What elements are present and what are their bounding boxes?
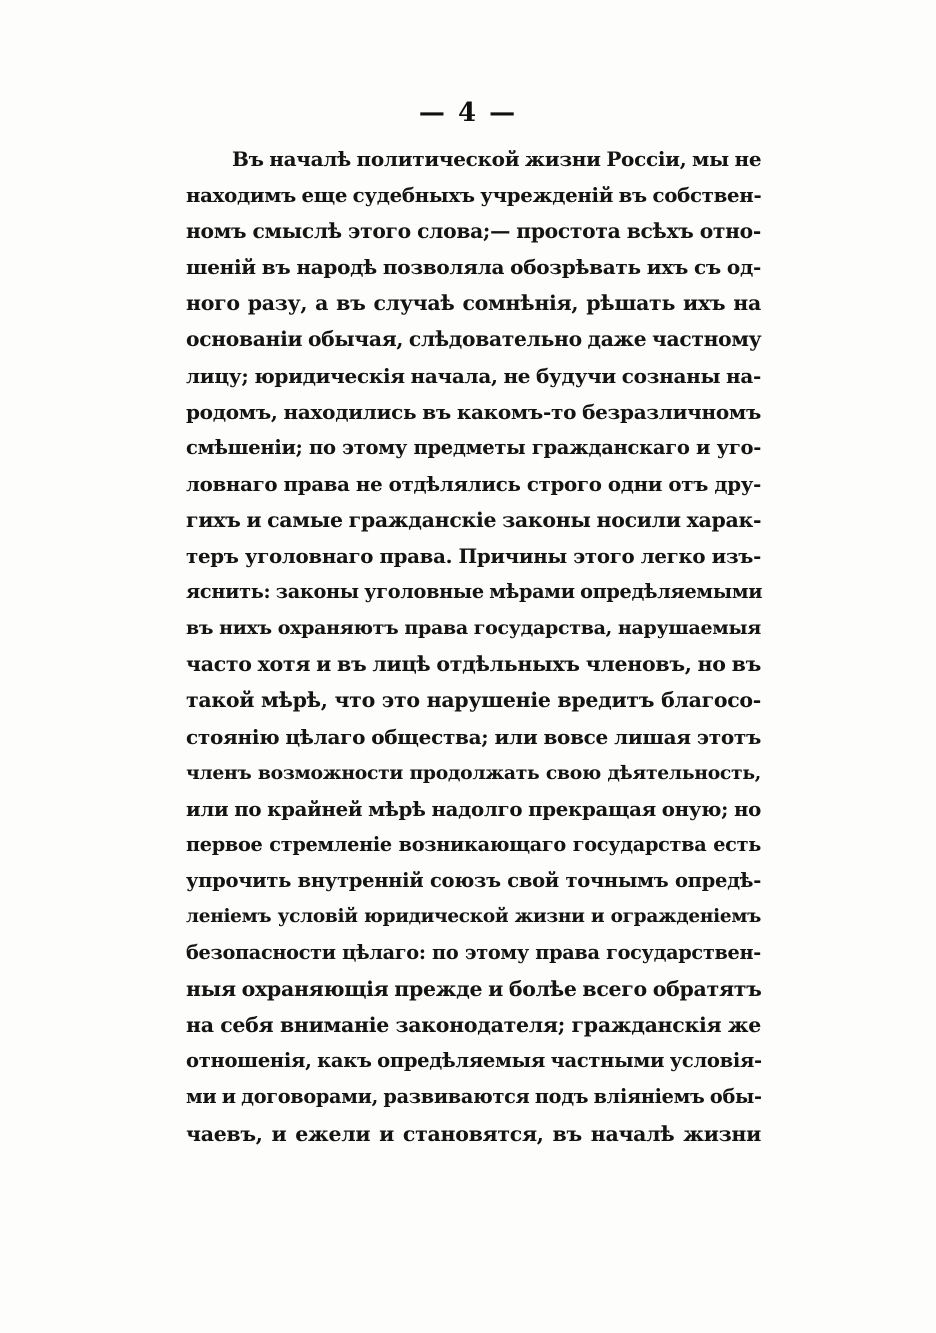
text-line: безопасности цѣлаго: по этому права государствен- [186, 941, 761, 965]
text-line: стоянію цѣлаго общества; или вовсе лишая этотъ [186, 724, 761, 749]
text-line: находимъ еще судебныхъ учрежденій въ собствен- [186, 183, 762, 208]
text-line: отношенія, какъ опредѣляемыя частными условія- [186, 1049, 762, 1073]
page-number: — 4 — [418, 98, 518, 128]
text-line: такой мѣрѣ, что это нарушеніе вредитъ благосо- [186, 688, 761, 713]
text-line: на себя вниманіе законодателя; гражданскія же [186, 1013, 761, 1038]
text-line: или по крайней мѣрѣ надолго прекращая оную; но [186, 796, 761, 821]
text-line: гихъ и самые гражданскіе законы носили харак- [186, 507, 762, 532]
body-text [186, 141, 761, 1152]
text-line: яснить: законы уголовные мѣрами опредѣляемыми [186, 580, 763, 604]
text-line: въ нихъ охраняютъ права государства, нарушаемыя [186, 617, 761, 640]
text-line: первое стремленіе возникающаго государства есть [186, 832, 761, 856]
text-line: смѣшеніи; по этому предметы гражданскаго и уго- [186, 435, 761, 459]
text-line: теръ уголовнаго права. Причины этого легко изъ- [186, 544, 761, 569]
text-line: леніемъ условій юридической жизни и огражденіемъ [186, 905, 761, 927]
text-line: номъ смыслѣ этого слова;— простота всѣхъ отно- [186, 219, 761, 244]
text-line: основаніи обычая, слѣдовательно даже частному [186, 327, 762, 352]
text-line: родомъ, находились въ какомъ-то безразличномъ [186, 399, 761, 424]
text-line: чаевъ, и ежели и становятся, въ началѣ жизни [186, 1121, 761, 1146]
text-line: ми и договорами, развиваются подъ вліяніемъ обы- [186, 1085, 762, 1109]
text-line: лицу; юридическія начала, не будучи сознаны на- [186, 363, 761, 388]
text-line: ного разу, а въ случаѣ сомнѣнія, рѣшать ихъ на [186, 291, 761, 316]
text-line: членъ возможности продолжать свою дѣятельность, [186, 761, 761, 784]
text-line: шеній въ народѣ позволяла обозрѣвать ихъ съ од- [186, 255, 761, 280]
text-line: Въ началѣ политической жизни Россіи, мы не [232, 147, 762, 171]
text-line: ловнаго права не отдѣлялись строго одни отъ дру- [186, 471, 761, 496]
text-line: ныя охраняющія прежде и болѣе всего обратятъ [186, 977, 762, 1002]
text-line: упрочить внутренній союзъ свой точнымъ опредѣ- [186, 868, 761, 892]
text-line: часто хотя и въ лицѣ отдѣльныхъ членовъ, но въ [186, 652, 761, 677]
